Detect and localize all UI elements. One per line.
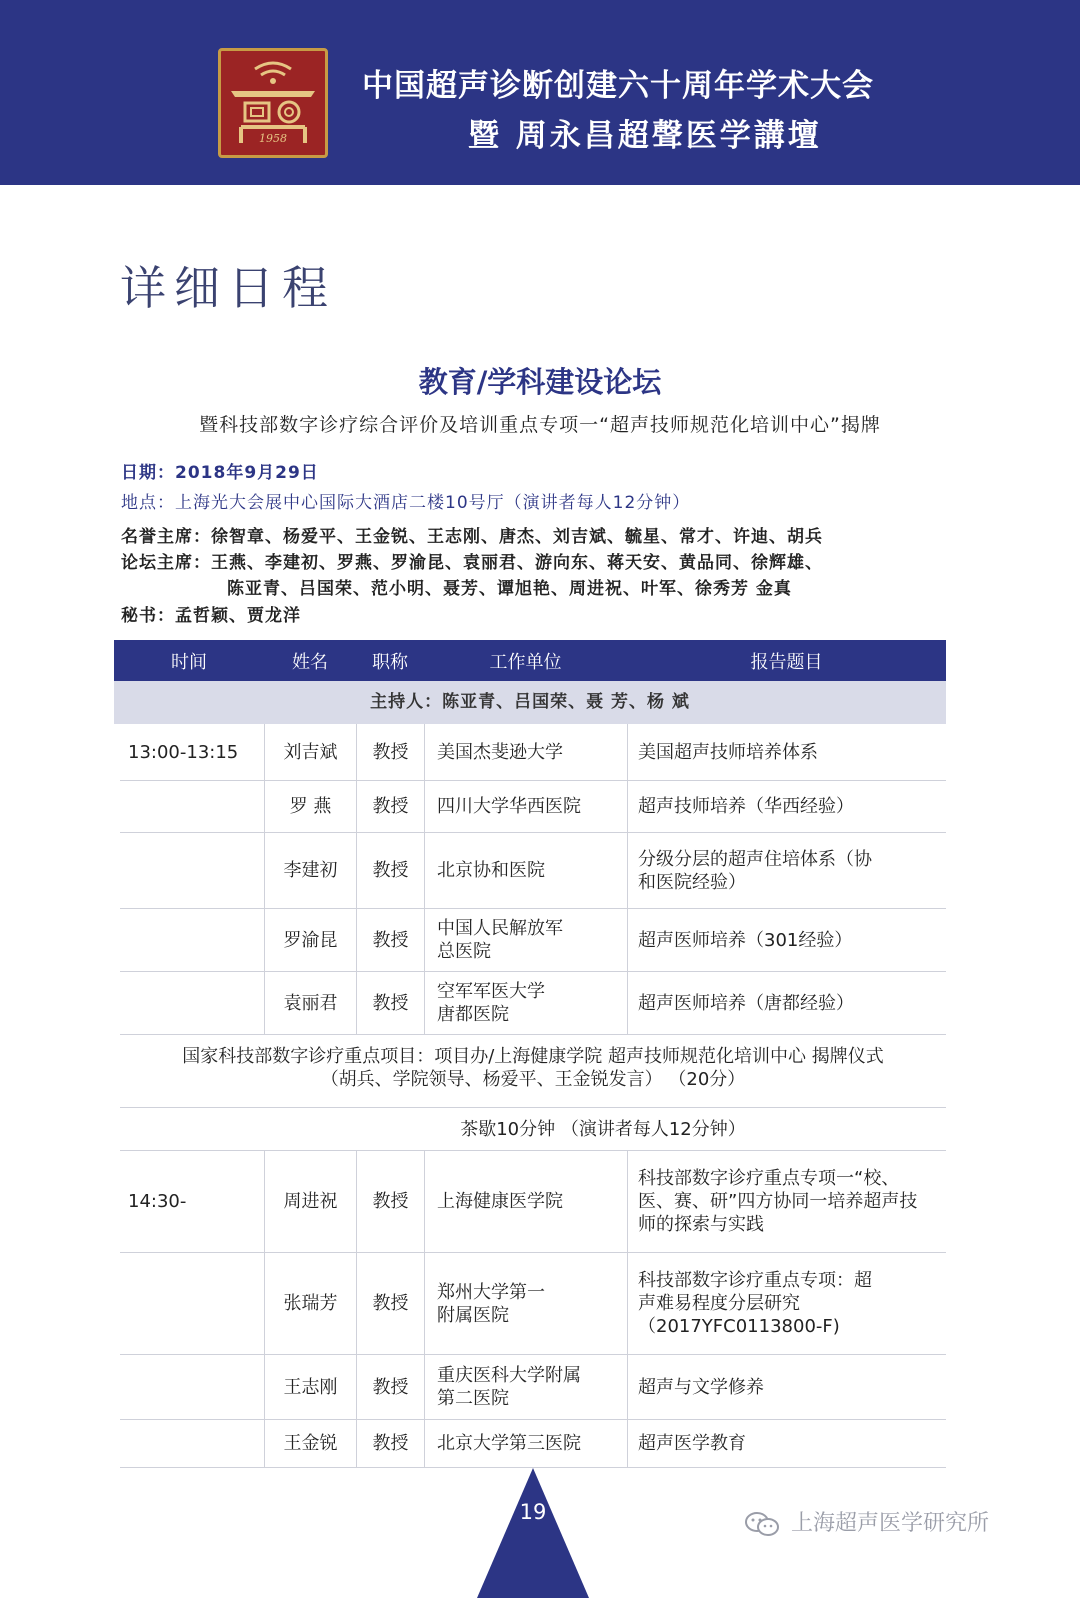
cell-name: 李建初	[264, 833, 356, 908]
header-org: 工作单位	[489, 651, 562, 673]
forum-chairs-continued: 陈亚青、吕国荣、范小明、聂芳、谭旭艳、周进祝、叶军、徐秀芳 金真	[227, 579, 792, 599]
cell-org: 四川大学华西医院	[424, 781, 627, 832]
cell-name: 罗 燕	[264, 781, 356, 832]
cell-org: 上海健康医学院	[424, 1151, 627, 1252]
cell-name: 罗渝昆	[264, 909, 356, 971]
table-row	[120, 972, 946, 1035]
table-row	[120, 1253, 946, 1355]
cell-org: 中国人民解放军总医院	[424, 909, 627, 971]
cell-time: 14:30-	[128, 1191, 187, 1212]
forum-subtitle: 暨科技部数字诊疗综合评价及培训重点专项一“超声技师规范化培训中心”揭牌	[199, 414, 881, 436]
cell-topic: 美国超声技师培养体系	[627, 724, 946, 780]
table-row	[120, 1420, 946, 1468]
cell-time	[120, 972, 264, 1034]
cell-time	[120, 833, 264, 908]
wechat-icon	[744, 1511, 780, 1537]
header-topic: 报告题目	[750, 651, 823, 673]
cell-name: 王金锐	[264, 1420, 356, 1467]
forum-venue: 地点：上海光大会展中心国际大酒店二楼10号厅（演讲者每人12分钟）	[121, 493, 691, 513]
cell-name: 张瑞芳	[264, 1253, 356, 1354]
table-row	[120, 1151, 946, 1253]
cell-topic: 科技部数字诊疗重点专项一“校、医、赛、研”四方协同一培养超声技师的探索与实践	[627, 1151, 946, 1252]
cell-org: 郑州大学第一附属医院	[424, 1253, 627, 1354]
table-row	[120, 724, 946, 781]
ceremony-speakers: （胡兵、学院领导、杨爱平、王金锐发言） （20分）	[320, 1069, 746, 1090]
cell-title: 教授	[356, 724, 424, 780]
forum-title: 教育/学科建设论坛	[418, 365, 662, 399]
schedule-table	[114, 640, 946, 1468]
cell-time	[120, 909, 264, 971]
conference-title: 中国超声诊断创建六十周年学术大会	[362, 68, 874, 104]
cell-time	[120, 781, 264, 832]
page-title: 详细日程	[120, 261, 336, 315]
ceremony-row	[120, 1035, 946, 1108]
header-name: 姓名	[292, 651, 328, 673]
cell-title: 教授	[356, 972, 424, 1034]
logo-year: 1958	[259, 132, 287, 145]
honorary-chairs: 名誉主席：徐智章、杨爱平、王金锐、王志刚、唐杰、刘吉斌、毓星、常才、许迪、胡兵	[121, 527, 823, 547]
cell-org: 北京协和医院	[424, 833, 627, 908]
cell-topic: 超声与文学修养	[627, 1355, 946, 1419]
ceremony-line: 国家科技部数字诊疗重点项目：项目办/上海健康学院 超声技师规范化培训中心 揭牌仪式	[182, 1046, 884, 1067]
cell-topic: 超声医学教育	[627, 1420, 946, 1467]
header-time: 时间	[171, 651, 207, 673]
cell-org: 空军军医大学唐都医院	[424, 972, 627, 1034]
watermark	[744, 1506, 989, 1537]
cell-title: 教授	[356, 833, 424, 908]
table-row	[120, 781, 946, 833]
table-header	[114, 640, 946, 681]
cell-org: 北京大学第三医院	[424, 1420, 627, 1467]
page-number-badge	[477, 1468, 589, 1598]
cell-topic: 超声医师培养（唐都经验）	[627, 972, 946, 1034]
table-row	[120, 909, 946, 972]
cell-name: 袁丽君	[264, 972, 356, 1034]
cell-topic: 超声医师培养（301经验）	[627, 909, 946, 971]
cell-title: 教授	[356, 1151, 424, 1252]
cell-title: 教授	[356, 909, 424, 971]
cell-title: 教授	[356, 1420, 424, 1467]
cell-topic: 科技部数字诊疗重点专项：超声难易程度分层研究（2017YFC0113800-F)	[627, 1253, 946, 1354]
cell-name: 王志刚	[264, 1355, 356, 1419]
page-number: 19	[519, 1500, 547, 1524]
cell-org: 重庆医科大学附属第二医院	[424, 1355, 627, 1419]
watermark-text: 上海超声医学研究所	[791, 1511, 990, 1536]
forum-date: 日期：2018年9月29日	[121, 463, 319, 483]
cell-name: 周进祝	[264, 1151, 356, 1252]
break-row: 茶歇10分钟 （演讲者每人12分钟）	[120, 1108, 946, 1151]
cell-time	[120, 1253, 264, 1354]
cell-title: 教授	[356, 1355, 424, 1419]
conference-logo	[218, 48, 328, 158]
table-row	[120, 1355, 946, 1420]
cell-time	[120, 1420, 264, 1467]
cell-time	[120, 1355, 264, 1419]
table-row	[120, 833, 946, 909]
forum-chairs: 论坛主席：王燕、李建初、罗燕、罗渝昆、袁丽君、游向东、蒋天安、黄品同、徐辉雄、	[121, 553, 823, 573]
conference-subtitle: 暨 周永昌超聲医学講壇	[468, 118, 822, 154]
cell-topic: 分级分层的超声住培体系（协和医院经验）	[627, 833, 946, 908]
cell-time: 13:00-13:15	[128, 741, 239, 763]
secretaries: 秘书：孟哲颖、贾龙洋	[121, 606, 301, 626]
cell-org: 美国杰斐逊大学	[424, 724, 627, 780]
header-banner	[0, 0, 1080, 185]
host-row: 主持人：陈亚青、吕国荣、聂 芳、杨 斌	[114, 681, 946, 724]
cell-title: 教授	[356, 1253, 424, 1354]
cell-topic: 超声技师培养（华西经验）	[627, 781, 946, 832]
cell-name: 刘吉斌	[264, 724, 356, 780]
cell-title: 教授	[356, 781, 424, 832]
header-title: 职称	[372, 651, 408, 673]
